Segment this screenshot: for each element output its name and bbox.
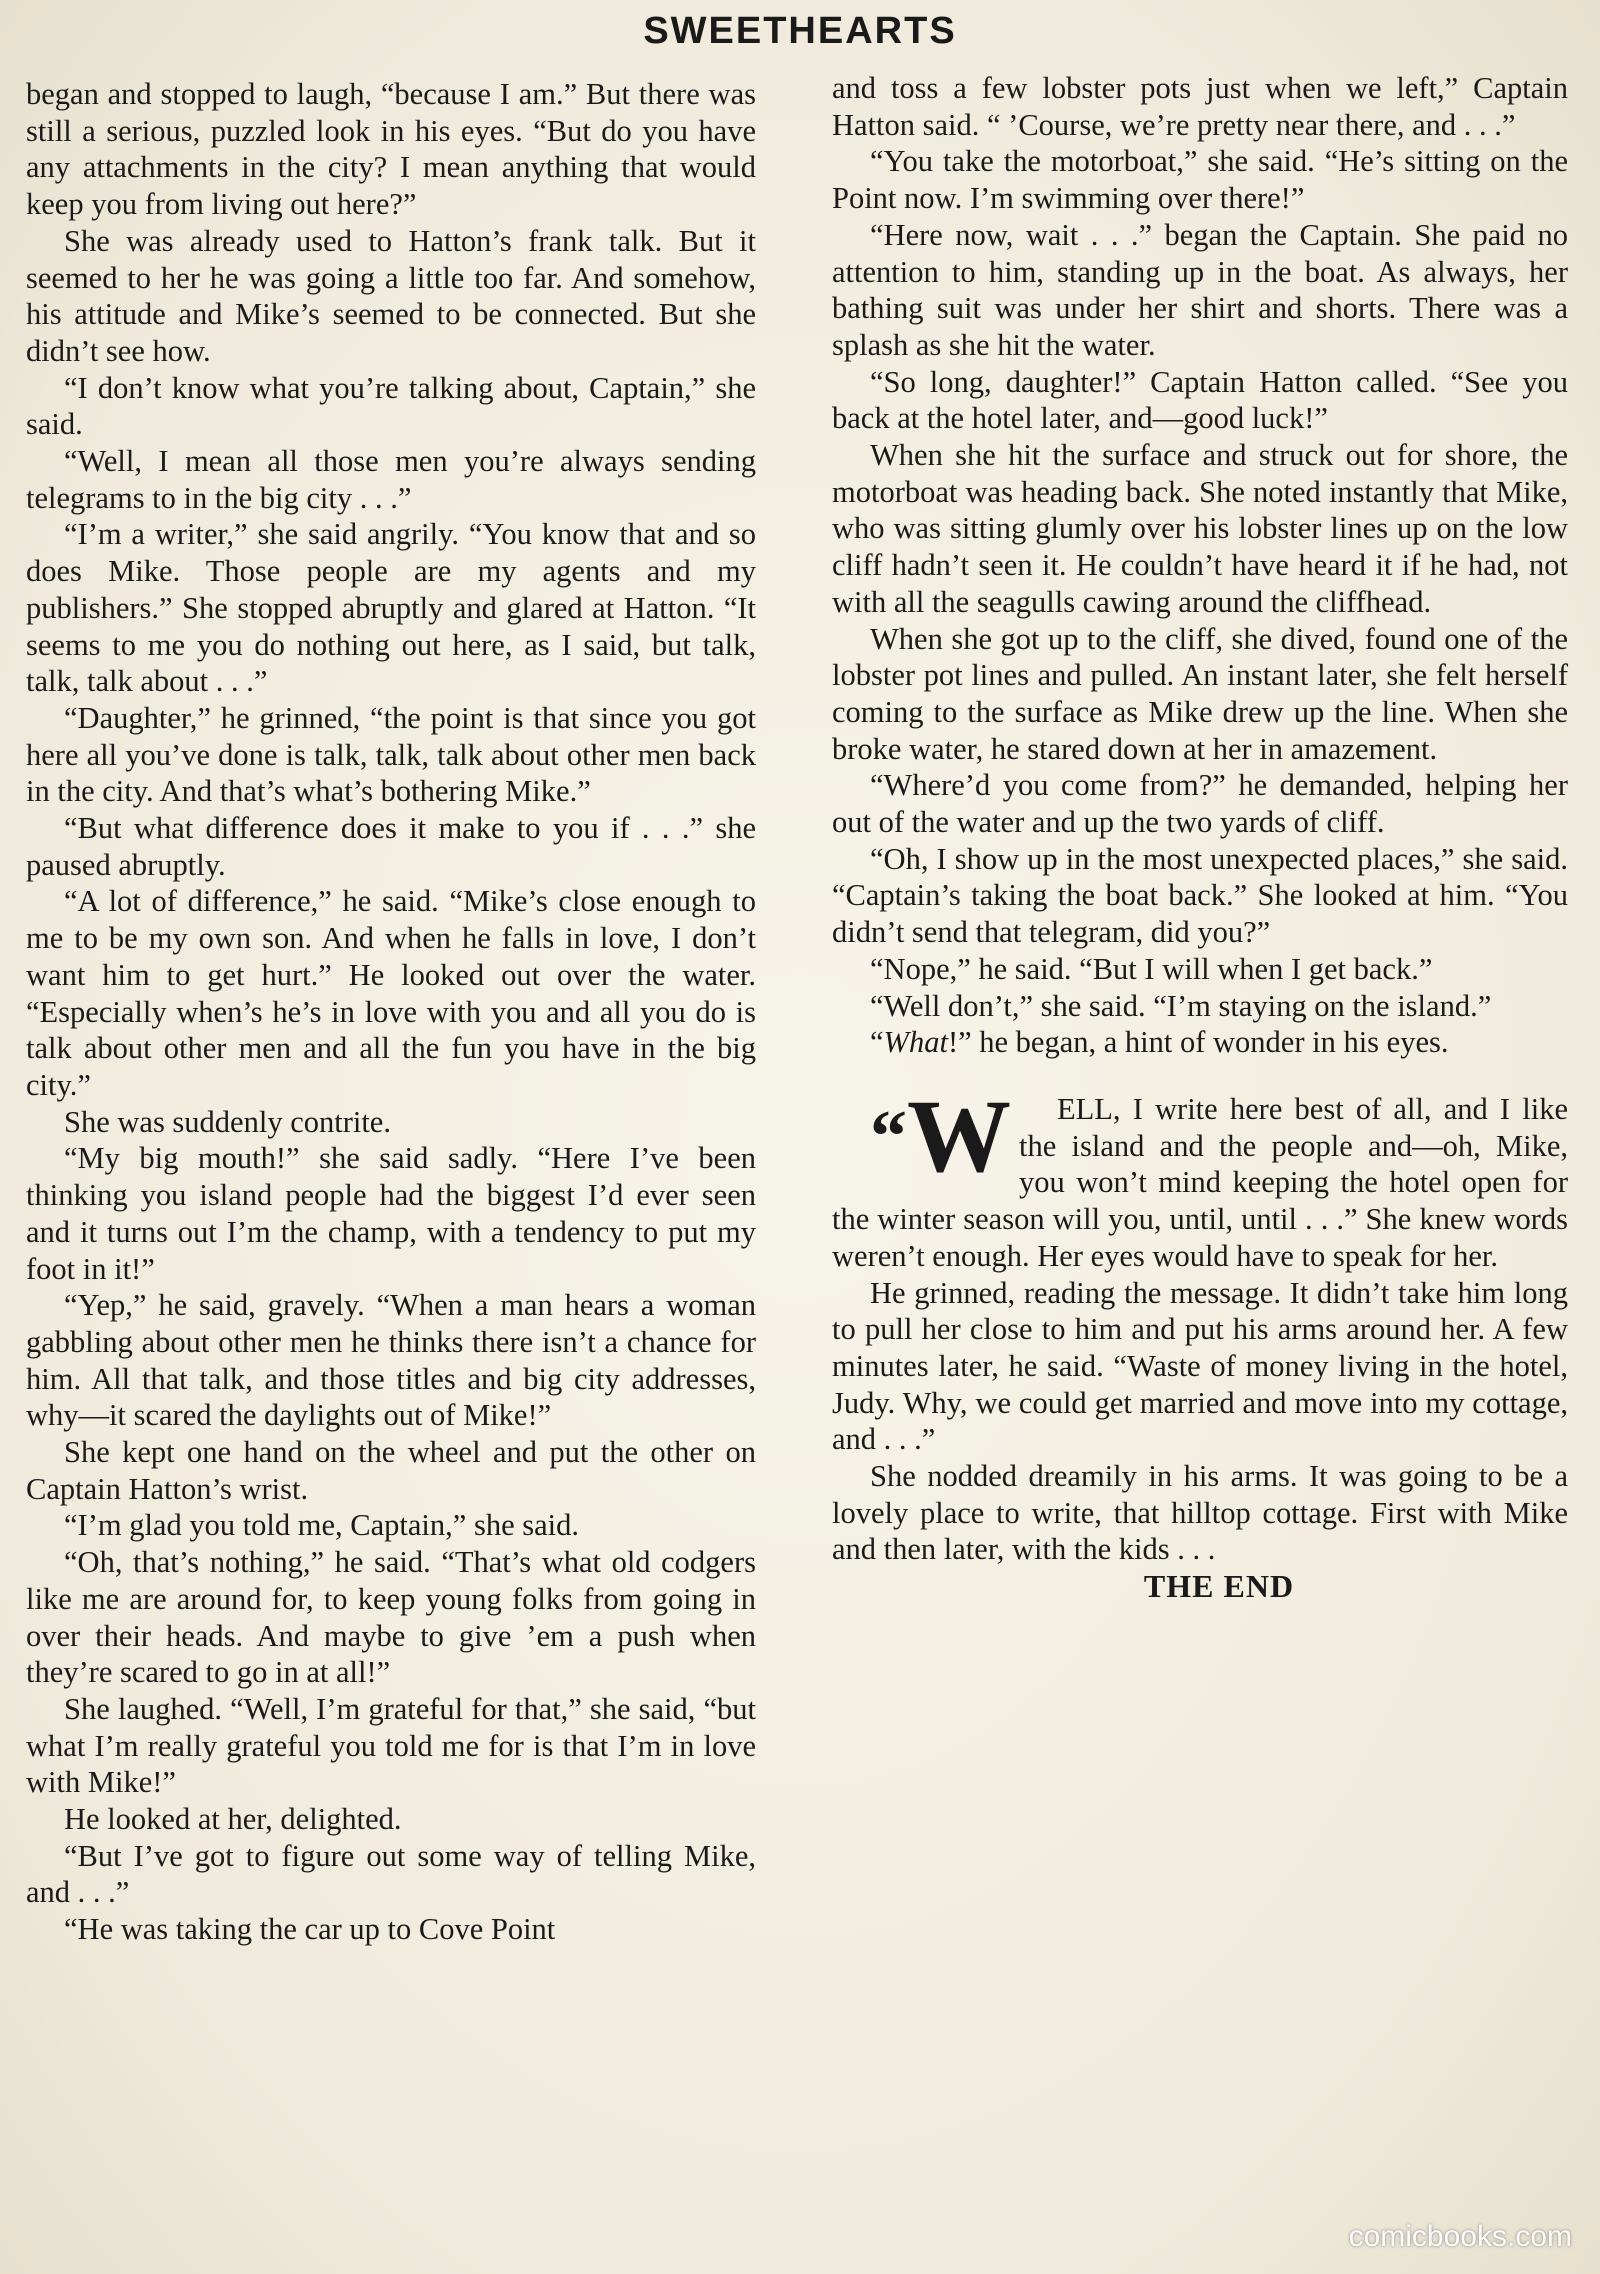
watermark: comicbooks.com bbox=[1348, 2220, 1572, 2253]
emphasis-word: What bbox=[883, 1025, 948, 1060]
paragraph: “Daughter,” he grinned, “the point is that since you got here all you’ve done is talk, talk, talk about other men back in the city. And that’s what’s bothering Mike.” bbox=[26, 700, 756, 809]
paragraph: “Well don’t,” she said. “I’m staying on the island.” bbox=[870, 988, 1492, 1023]
paragraph: “But I’ve got to figure out some way of telling Mike, and . . .” bbox=[26, 1838, 756, 1910]
paragraph: “What!” he began, a hint of wonder in his eyes. bbox=[870, 1025, 1449, 1060]
paragraph: “Yep,” he said, gravely. “When a man hears a woman gabbling about other men he thinks there isn’t a chance for him. All that talk, and those titles and big city addresses, why—it scared the daylights out of Mike!” bbox=[26, 1288, 756, 1433]
dropcap-paragraph bbox=[832, 1078, 1568, 1275]
paragraph: “So long, daughter!” Captain Hatton called. “See you back at the hotel later, and—good luck!” bbox=[832, 364, 1568, 436]
paragraph: “Nope,” he said. “But I will when I get back.” bbox=[870, 951, 1433, 986]
paragraph: He looked at her, delighted. bbox=[64, 1802, 402, 1837]
paragraph: “Where’d you come from?” he demanded, helping her out of the water and up the two yards of cliff. bbox=[832, 768, 1568, 840]
paragraph-rest: !” he began, a hint of wonder in his eyes. bbox=[947, 1025, 1449, 1060]
paragraph: When she hit the surface and struck out for shore, the motorboat was heading back. She noted instantly that Mike, who was sitting glumly over his lobster lines up on the low cliff hadn’t seen it. He couldn’t have heard it if he had, not with all the seagulls cawing around the cliffhead. bbox=[832, 438, 1568, 619]
paragraph: “I don’t know what you’re talking about, Captain,” she said. bbox=[26, 370, 756, 442]
paragraph: “Oh, that’s nothing,” he said. “That’s what old codgers like me are around for, to keep young folks from going in over their heads. And maybe to give ’em a push when they’re scared to go in at all!” bbox=[26, 1545, 756, 1690]
paragraph: She laughed. “Well, I’m grateful for that,” she said, “but what I’m really grateful you told me for is that I’m in love with Mike!” bbox=[26, 1691, 756, 1800]
paragraph: and toss a few lobster pots just when we left,” Captain Hatton said. “ ’Course, we’re pretty near there, and . . .” bbox=[832, 71, 1568, 142]
paragraph: She nodded dreamily in his arms. It was going to be a lovely place to write, that hilltop cottage. First with Mike and then later, with the kids . . . bbox=[832, 1459, 1568, 1567]
paragraph: “A lot of difference,” he said. “Mike’s close enough to me to be my own son. And when he falls in love, I don’t want him to get hurt.” He looked out over the water. “Especially when’s he’s in love with you and all you do is talk about other men and all the fun you have in the big city.” bbox=[26, 884, 756, 1102]
paragraph: She was suddenly contrite. bbox=[64, 1104, 391, 1139]
paragraph: “Oh, I show up in the most unexpected places,” she said. “Captain’s taking the boat back.” She looked at him. “You didn’t send that telegram, did you?” bbox=[832, 841, 1568, 950]
the-end: THE END bbox=[1143, 1568, 1295, 1605]
paragraph: “But what difference does it make to you if . . .” she paused abruptly. bbox=[26, 811, 756, 882]
right-column bbox=[832, 70, 1568, 1605]
paragraph: He grinned, reading the message. It didn’t take him long to pull her close to him and put his arms around her. A few minutes later, he said. “Waste of money living in the hotel, Judy. Why, we could get married and move into my cottage, and . . .” bbox=[832, 1275, 1568, 1457]
paragraph: “My big mouth!” she said sadly. “Here I’ve been thinking you island people had the biggest I’d ever seen and it turns out I’m the champ, with a tendency to put my foot in it!” bbox=[26, 1141, 756, 1286]
paragraph: “You take the motorboat,” she said. “He’s sitting on the Point now. I’m swimming over there!” bbox=[832, 144, 1568, 216]
drop-cap-letter: W bbox=[907, 1078, 1011, 1194]
drop-cap bbox=[832, 1078, 1011, 1194]
paragraph: “He was taking the car up to Cove Point bbox=[64, 1912, 556, 1947]
paragraph: “I’m a writer,” she said angrily. “You know that and so does Mike. Those people are my agents and my publishers.” She stopped abruptly and glared at Hatton. “It seems to me you do nothing out here, as I said, but talk, talk, talk about . . .” bbox=[26, 517, 756, 699]
paragraph: “Well, I mean all those men you’re always sending telegrams to in the big city . . .” bbox=[26, 444, 756, 515]
drop-cap-text: ELL, I write here best of all, and I like the island and the people and—oh, Mike, you won’t mind keeping the hotel open for the winter season will you, until, until . . .” She knew words weren’t enough. Her eyes would have to speak for her. bbox=[832, 1091, 1568, 1273]
paragraph: “Here now, wait . . .” began the Captain. She paid no attention to him, standing up in the boat. As always, her bathing suit was under her shirt and shorts. There was a splash as she hit the water. bbox=[832, 217, 1568, 362]
paragraph: She kept one hand on the wheel and put the other on Captain Hatton’s wrist. bbox=[26, 1435, 756, 1506]
paragraph: When she got up to the cliff, she dived, found one of the lobster pot lines and pulled. An instant later, she felt herself coming to the surface as Mike drew up the line. When she broke water, he stared down at her in amazement. bbox=[832, 621, 1568, 766]
page-header: SWEETHEARTS bbox=[643, 10, 957, 52]
paragraph: “I’m glad you told me, Captain,” she said. bbox=[64, 1508, 579, 1543]
paragraph: She was already used to Hatton’s frank talk. But it seemed to her he was going a little too far. And somehow, his attitude and Mike’s seemed to be connected. But she didn’t see how. bbox=[26, 223, 756, 368]
drop-cap-quote: “ bbox=[870, 1095, 907, 1178]
left-column bbox=[26, 76, 756, 1948]
paragraph: began and stopped to laugh, “because I am.” But there was still a serious, puzzled look in his eyes. “But do you have any attachments in the city? I mean anything that would keep you from living out here?” bbox=[26, 77, 756, 222]
